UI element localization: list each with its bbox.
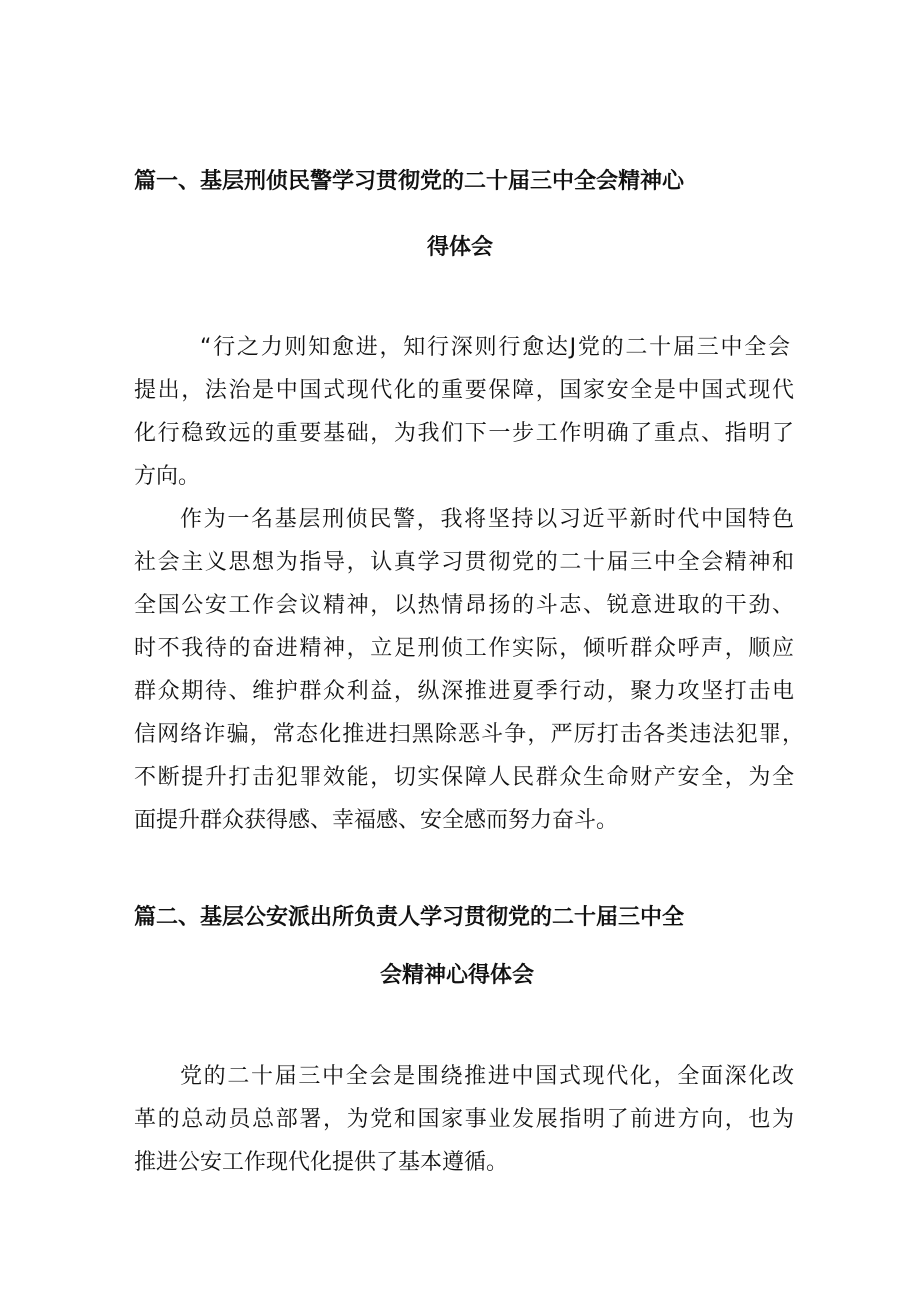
- section-1-para-1-line-3: 化行稳致远的重要基础，为我们下一步工作明确了重点、指明了: [134, 421, 794, 446]
- section-1-para-1-line-1: “行之力则知愈进，知行深则行愈达J党的二十届三中全会: [200, 335, 790, 360]
- section-1-heading-line-2: 得体会: [427, 235, 494, 260]
- section-2-heading-line-2: 会精神心得体会: [380, 963, 535, 988]
- section-1-para-2-line-2: 社会主义思想为指导，认真学习贯彻党的二十届三中全会精神和: [134, 550, 794, 575]
- section-1-para-1-line-4: 方向。: [134, 464, 201, 489]
- section-1-para-2-line-8: 面提升群众获得感、幸福感、安全感而努力奋斗。: [134, 808, 619, 833]
- section-1-para-2-line-1: 作为一名基层刑侦民警，我将坚持以习近平新时代中国特色: [180, 507, 794, 532]
- section-1-para-1-line-2: 提出，法治是中国式现代化的重要保障，国家安全是中国式现代: [134, 378, 794, 403]
- section-2-para-1-line-1: 党的二十届三中全会是围绕推进中国式现代化，全面深化改: [180, 1064, 794, 1089]
- section-1-para-2-line-5: 群众期待、维护群众利益，纵深推进夏季行动，聚力攻坚打击电: [134, 679, 794, 704]
- section-2-heading-line-1: 篇二、基层公安派出所负责人学习贯彻党的二十届三中全: [134, 905, 685, 930]
- section-2-para-1-line-2: 革的总动员总部署，为党和国家事业发展指明了前进方向，也为: [134, 1107, 794, 1132]
- section-1-heading-line-1: 篇一、基层刑侦民警学习贯彻党的二十届三中全会精神心: [134, 169, 685, 194]
- section-2-para-1-line-3: 推进公安工作现代化提供了基本遵循。: [134, 1150, 509, 1175]
- section-1-para-2-line-4: 时不我待的奋进精神，立足刑侦工作实际，倾听群众呼声，顺应: [134, 636, 794, 661]
- section-1-para-2-line-7: 不断提升打击犯罪效能，切实保障人民群众生命财产安全，为全: [134, 765, 794, 790]
- section-1-para-2-line-3: 全国公安工作会议精神，以热情昂扬的斗志、锐意进取的干劲、: [134, 593, 794, 618]
- section-1-para-2-line-6: 信网络诈骗，常态化推进扫黑除恶斗争，严厉打击各类违法犯罪，: [134, 722, 804, 747]
